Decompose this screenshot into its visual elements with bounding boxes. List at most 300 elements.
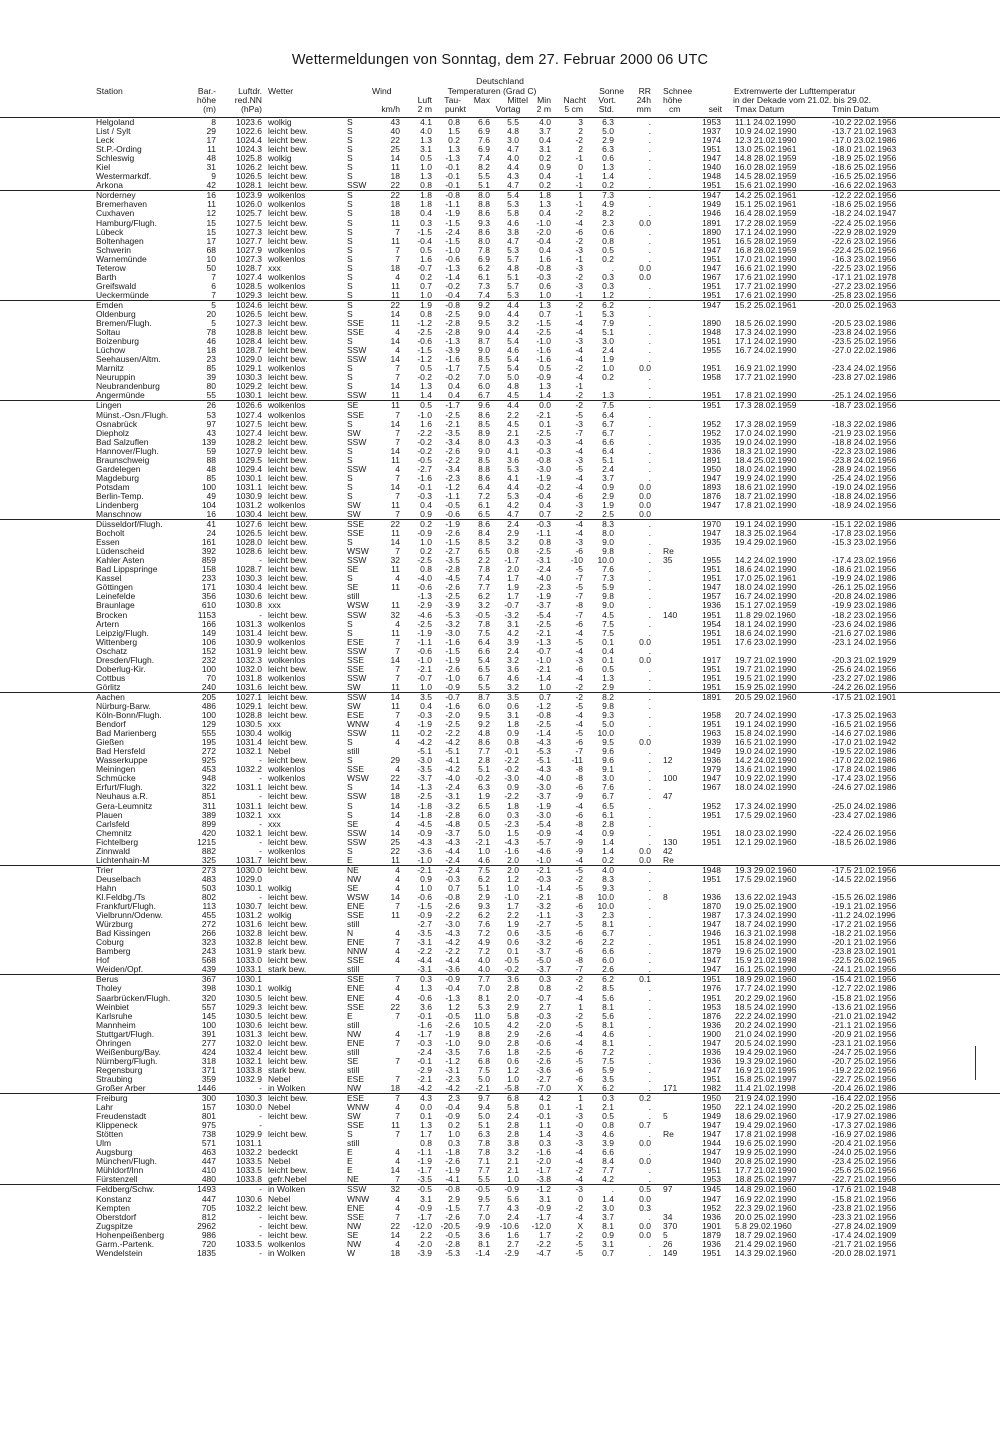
cell-taupunkt: -4.1 (445, 1174, 460, 1185)
cell-rr: 0.3 (639, 1202, 651, 1213)
cell-rr: . (648, 336, 651, 347)
cell-wetter: leicht bew. (268, 582, 308, 593)
cell-sonne: 2.2 (602, 937, 614, 948)
cell-rr: . (648, 964, 651, 975)
station-group (0, 1093, 1000, 1184)
cell-tmax: 17.7 24.02.1990 (735, 983, 797, 994)
cell-taupunkt: -0.5 (445, 499, 460, 510)
cell-luft: 4.3 (420, 1093, 432, 1104)
cell-station: Fichtelberg (96, 836, 139, 847)
cell-luftdr: 1032.2 (236, 1147, 262, 1158)
cell-luftdr: 1030.7 (236, 901, 262, 912)
cell-station: München/Flugh. (96, 1156, 157, 1167)
cell-wind-speed: 4 (395, 271, 400, 282)
cell-sonne: 1.4 (602, 1193, 614, 1204)
cell-min: 4.2 (539, 1093, 551, 1104)
cell-wetter: leicht bew. (268, 701, 308, 711)
cell-luftdr: 1028.6 (236, 546, 262, 557)
cell-luft: -2.4 (417, 1046, 432, 1057)
cell-station: Hof (96, 955, 110, 966)
cell-wind-speed: 14 (390, 445, 400, 456)
cell-wetter: wolkenlos (268, 400, 306, 411)
cell-seit: 1946 (702, 928, 721, 939)
cell-wind-speed: 14 (390, 691, 400, 702)
cell-luftdr: 1029.4 (236, 463, 262, 474)
cell-wetter: wolkenlos (268, 499, 306, 510)
cell-tmin: -21.9 23.02.1956 (832, 427, 897, 438)
cell-station: Stötten (96, 1129, 123, 1140)
cell-wind-dir: WSW (347, 891, 369, 902)
header-bar-1: Bar.- (197, 86, 216, 96)
cell-taupunkt: -2.8 (445, 327, 460, 338)
cell-tmin: -27.0 22.02.1986 (832, 345, 897, 356)
cell-tmax: 10.9 22.02.1990 (735, 773, 797, 784)
cell-wind-speed: 14 (390, 336, 400, 347)
cell-wind-dir: still (347, 1064, 360, 1075)
cell-bar: 205 (201, 691, 216, 702)
cell-mittel: 1.6 (507, 1229, 519, 1240)
cell-tmin: -20.7 25.02.1956 (832, 1055, 897, 1066)
cell-wetter: xxx (268, 818, 281, 829)
cell-luftdr: 1032.0 (236, 1037, 262, 1048)
cell-wetter: wolkenlos (268, 618, 306, 629)
cell-wetter: wolkenlos (268, 764, 306, 775)
cell-min: 0.8 (539, 537, 551, 548)
cell-min: -7.0 (536, 1082, 551, 1093)
cell-wind-speed: 14 (390, 381, 400, 392)
cell-wetter: wolkenlos (268, 672, 306, 683)
cell-nacht: -5 (575, 636, 583, 647)
cell-seit: 1951 (702, 992, 721, 1003)
cell-luft: -0.2 (417, 372, 432, 383)
cell-sonne: 1.9 (602, 354, 614, 365)
cell-nacht: -1 (575, 199, 583, 210)
header-vortag: Vortag (495, 104, 521, 114)
cell-max: 7.8 (478, 1147, 490, 1158)
header-station: Station (96, 86, 123, 96)
cell-nacht: -6 (575, 928, 583, 939)
cell-wind-dir: SSW (347, 390, 367, 401)
cell-nacht: -8 (575, 818, 583, 829)
cell-luftdr: 1031.1 (236, 782, 262, 793)
cell-mittel: 0.6 (507, 1055, 519, 1066)
cell-mittel: 3.2 (507, 318, 519, 329)
cell-wind-dir: S (347, 117, 353, 127)
cell-seit: 1936 (702, 1238, 721, 1249)
cell-wetter: wolkig (268, 153, 292, 164)
cell-seit: 1950 (702, 1093, 721, 1104)
cell-sonne: 6.7 (602, 928, 614, 939)
cell-wetter: leicht bew. (268, 1129, 308, 1140)
cell-seit: 1948 (702, 327, 721, 338)
cell-mittel: -1.0 (504, 891, 519, 902)
cell-tmax: 15.9 21.02.1998 (735, 955, 797, 966)
header-luftdr-3: (hPa) (240, 104, 262, 114)
cell-min: -4.3 (536, 764, 551, 775)
cell-station: Hamburg/Flugh. (96, 217, 157, 228)
cell-luft: -0.5 (417, 454, 432, 465)
cell-luft: -1.3 (417, 591, 432, 602)
cell-luft: -0.1 (417, 1055, 432, 1066)
cell-taupunkt: -4.0 (445, 773, 460, 784)
cell-nacht: -4 (575, 436, 583, 447)
cell-min: 1.3 (539, 381, 551, 392)
cell-nacht: -2 (575, 974, 583, 985)
cell-mittel: 0.9 (507, 728, 519, 739)
cell-nacht: X (577, 1082, 583, 1093)
cell-nacht: -4 (575, 1211, 583, 1222)
cell-wind-speed: 14 (390, 153, 400, 164)
cell-tmax: 18.7 24.02.1990 (735, 919, 797, 930)
cell-wind-speed: 32 (390, 1184, 400, 1195)
cell-luftdr: 1030.3 (236, 1093, 262, 1104)
cell-station: Plauen (96, 809, 123, 820)
cell-bar: 7 (211, 271, 216, 282)
cell-wind-dir: S (347, 280, 353, 291)
cell-seit: 1947 (702, 1037, 721, 1048)
cell-bar: 851 (201, 791, 216, 802)
cell-seit: 1979 (702, 764, 721, 775)
cell-wetter: leicht bew. (268, 390, 308, 401)
cell-luftdr: 1026.6 (236, 400, 262, 411)
cell-station: Berus (96, 974, 119, 985)
cell-wind-speed: 11 (391, 728, 400, 739)
cell-taupunkt: -3.0 (445, 627, 460, 638)
cell-wind-speed: 4 (395, 928, 400, 939)
cell-wind-speed: 11 (391, 390, 400, 401)
cell-luftdr: 1031.6 (236, 919, 262, 930)
cell-sonne: 2.6 (602, 964, 614, 975)
cell-wind-speed: 14 (390, 481, 400, 492)
cell-tmax: 20.0 25.02.1990 (735, 1211, 797, 1222)
cell-wetter: leicht bew. (268, 555, 308, 566)
cell-nacht: -6 (575, 226, 583, 237)
cell-min: 1.3 (539, 299, 551, 310)
cell-sonne: 9.6 (602, 755, 614, 766)
cell-luftdr: 1033.1 (236, 964, 262, 975)
cell-luft: -0.1 (417, 1010, 432, 1021)
cell-bar: 16 (206, 190, 216, 201)
cell-station: Bad Marienberg (96, 728, 157, 739)
cell-tmin: -20.3 21.02.1929 (832, 654, 897, 665)
cell-tmin: -16.9 27.02.1986 (832, 1129, 897, 1140)
cell-seit: 1940 (702, 1156, 721, 1167)
cell-rr: . (648, 1028, 651, 1039)
cell-sonne: 6.4 (602, 445, 614, 456)
cell-tmin: -19.9 23.02.1986 (832, 600, 897, 611)
cell-min: -3.2 (536, 937, 551, 948)
cell-sonne: 7.5 (602, 400, 614, 411)
cell-tmax: 17.2 28.02.1959 (735, 217, 797, 228)
cell-tmax: 18.8 25.02.1997 (735, 1174, 797, 1185)
cell-station: Artern (96, 618, 120, 629)
cell-wind-speed: 14 (390, 418, 400, 429)
cell-tmin: -20.4 21.02.1956 (832, 1138, 897, 1149)
cell-luft: -2.7 (417, 919, 432, 930)
cell-luft: -2.5 (417, 555, 432, 566)
cell-wetter: leicht bew. (268, 427, 308, 438)
cell-wind-speed: 14 (390, 537, 400, 548)
cell-rr: 0.0 (639, 1220, 651, 1231)
cell-mittel: 3.5 (507, 691, 519, 702)
cell-tmin: -18.6 21.02.1956 (832, 564, 897, 575)
cell-luft: 0.3 (420, 974, 432, 985)
cell-max: 6.9 (478, 144, 490, 155)
cell-rr: . (648, 782, 651, 793)
cell-wetter: Nebel (268, 1156, 291, 1167)
cell-sonne: 7.6 (602, 564, 614, 575)
cell-min: -1.1 (536, 528, 551, 539)
cell-luftdr: - (259, 818, 262, 829)
cell-min: -3.6 (536, 1064, 551, 1075)
cell-station: Göttingen (96, 582, 133, 593)
cell-mittel: 0.6 (507, 937, 519, 948)
cell-tmin: -17.5 21.02.1956 (832, 864, 897, 875)
cell-seit: 1954 (702, 618, 721, 629)
cell-taupunkt: -0.7 (445, 691, 460, 702)
table-row (0, 301, 1000, 310)
cell-nacht: -9 (575, 836, 583, 847)
cell-min: -1.5 (536, 318, 551, 329)
cell-station: Bremerhaven (96, 199, 148, 210)
cell-wind-speed: 7 (395, 1073, 400, 1084)
cell-wind-dir: SSW (347, 1184, 367, 1195)
cell-luft: -0.6 (417, 645, 432, 656)
cell-tmin: -18.2 23.02.1956 (832, 609, 897, 620)
cell-wetter: leicht bew. (268, 144, 308, 155)
cell-mittel: 2.2 (507, 910, 519, 921)
cell-wetter: leicht bew. (268, 180, 308, 191)
cell-wind-dir: ESE (347, 636, 365, 647)
cell-wetter: leicht bew. (268, 308, 308, 319)
cell-wind-dir: SSE (347, 764, 365, 775)
cell-wind-speed: 18 (390, 199, 400, 210)
cell-tmin: -22.3 23.02.1986 (832, 445, 897, 456)
cell-wind-dir: S (347, 153, 353, 164)
cell-bar: 11 (207, 199, 216, 210)
cell-max: 5.3 (478, 1001, 490, 1012)
cell-station: Diepholz (96, 427, 130, 438)
cell-luftdr: 1032.8 (236, 937, 262, 948)
cell-nacht: -2 (575, 983, 583, 994)
cell-mittel: 2.9 (507, 1001, 519, 1012)
cell-nacht: -4 (575, 528, 583, 539)
cell-wind-speed: 22 (390, 180, 400, 191)
cell-station: Bad Kissingen (96, 928, 151, 939)
header-rr-3: mm (636, 104, 651, 114)
cell-nacht: -4 (575, 372, 583, 383)
cell-seit: 1947 (702, 244, 721, 255)
cell-luftdr: 1032.1 (236, 809, 262, 820)
cell-wetter: in Wolken (268, 1247, 306, 1258)
cell-wetter: wolkig (268, 910, 292, 921)
cell-luft: 1.8 (420, 190, 432, 201)
cell-station: Gera-Leumnitz (96, 800, 153, 811)
cell-seit: 1951 (702, 564, 721, 575)
cell-max: 9.3 (478, 217, 490, 228)
cell-nacht: 2 (578, 144, 583, 155)
cell-wetter: leicht bew. (268, 208, 308, 219)
cell-seit: 1951 (702, 827, 721, 838)
cell-tmax: 15.2 25.02.1961 (735, 299, 797, 310)
cell-max: 6.2 (478, 910, 490, 921)
header-max-1: Max (473, 95, 490, 105)
cell-bar: 49 (206, 490, 216, 501)
cell-tmin: -23.8 21.02.1956 (832, 1202, 897, 1213)
cell-nacht: -3 (575, 1129, 583, 1140)
cell-mittel: 5.1 (507, 271, 519, 282)
cell-tmin: -23.6 24.02.1986 (832, 618, 897, 629)
cell-wind-dir: SSW (347, 609, 367, 620)
cell-luftdr: 1027.3 (236, 226, 262, 237)
cell-tmax: 15.6 21.02.1990 (735, 180, 797, 191)
cell-mittel: -0.2 (504, 964, 519, 975)
cell-luftdr: - (259, 755, 262, 766)
cell-bar: 139 (201, 436, 216, 447)
cell-tmin: -23.1 21.02.1956 (832, 1037, 897, 1048)
cell-min: 0.7 (539, 691, 551, 702)
cell-station: Neuhaus a.R. (96, 791, 148, 802)
cell-mittel: 4.7 (507, 509, 519, 520)
cell-wind-speed: 7 (395, 645, 400, 656)
cell-wetter: leicht bew. (268, 663, 308, 674)
cell-nacht: -4 (575, 992, 583, 1003)
cell-tmin: -14.6 27.02.1986 (832, 728, 897, 739)
cell-luft: -1.0 (417, 409, 432, 420)
cell-max: 6.8 (478, 1055, 490, 1066)
cell-bar: 318 (201, 1055, 216, 1066)
cell-min: -1.1 (536, 910, 551, 921)
cell-luft: -1.5 (417, 901, 432, 912)
cell-tmin: -14.5 22.02.1956 (832, 873, 897, 884)
cell-wetter: leicht bew. (268, 1165, 308, 1176)
cell-min: -1.2 (536, 701, 551, 711)
cell-nacht: -4 (575, 445, 583, 456)
cell-max: 1.9 (478, 791, 490, 802)
cell-luft: -1.9 (417, 719, 432, 730)
cell-wind-speed: 4 (395, 463, 400, 474)
cell-luft: 1.3 (420, 135, 432, 146)
cell-nacht: -4 (575, 519, 583, 530)
cell-luft: -3.9 (417, 1247, 432, 1258)
cell-luft: -1.6 (417, 1019, 432, 1030)
cell-seit: 1974 (702, 135, 721, 146)
cell-min: 0.9 (539, 162, 551, 173)
cell-luft: 1.3 (420, 171, 432, 182)
cell-mittel: 5.4 (507, 336, 519, 347)
cell-tmin: -19.0 24.02.1956 (832, 481, 897, 492)
cell-min: 3.7 (539, 126, 551, 137)
cell-luft: -2.1 (417, 864, 432, 875)
cell-luft: -1.2 (417, 318, 432, 329)
cell-taupunkt: -3.1 (445, 791, 460, 802)
cell-luft: 3.5 (420, 691, 432, 702)
cell-mittel: 0.8 (507, 546, 519, 557)
cell-seit: 1944 (702, 1138, 721, 1149)
cell-wind-speed: 4 (395, 764, 400, 775)
cell-wetter: leicht bew. (268, 481, 308, 492)
cell-station: Leck (96, 135, 114, 146)
cell-sonne: 9.8 (602, 546, 614, 557)
cell-tmin: -18.2 24.02.1947 (832, 208, 897, 219)
cell-station: Saarbrücken/Flugh. (96, 992, 171, 1003)
cell-max: -2.1 (475, 1082, 490, 1093)
cell-bar: 410 (201, 1165, 216, 1176)
cell-station: Manschnow (96, 509, 142, 520)
cell-mittel: 3.6 (507, 454, 519, 465)
cell-tmax: 18.0 24.02.1990 (735, 782, 797, 793)
cell-bar: 240 (201, 681, 216, 692)
cell-seit: 1953 (702, 117, 721, 127)
cell-station: Görlitz (96, 681, 121, 692)
cell-wind-speed: 32 (390, 555, 400, 566)
cell-wind-dir: S (347, 737, 353, 748)
cell-luftdr: 1027.1 (236, 691, 262, 702)
cell-wind-speed: 7 (395, 509, 400, 520)
cell-tmax: 13.0 25.02.1961 (735, 144, 797, 155)
cell-bar: 20 (206, 308, 216, 319)
cell-tmax: 19.7 21.02.1990 (735, 654, 797, 665)
cell-rr: . (648, 327, 651, 338)
cell-tmin: -20.5 23.02.1986 (832, 318, 897, 329)
cell-rr: . (648, 454, 651, 465)
cell-tmax: 19.4 29.02.1960 (735, 1120, 797, 1131)
cell-taupunkt: -1.3 (445, 153, 460, 164)
cell-min: -2.1 (536, 409, 551, 420)
cell-tmax: 16.7 24.02.1990 (735, 591, 797, 602)
cell-nacht: -7 (575, 964, 583, 975)
cell-min: -3.0 (536, 463, 551, 474)
cell-mittel: 4.4 (507, 162, 519, 173)
cell-luftdr: 1030.1 (236, 390, 262, 401)
cell-luft: -1.7 (417, 1165, 432, 1176)
cell-rr: . (648, 836, 651, 847)
header-rr-2: 24h (636, 95, 651, 105)
cell-wind-speed: 11 (391, 162, 400, 173)
cell-taupunkt: -3.5 (445, 555, 460, 566)
cell-taupunkt: -2.1 (445, 418, 460, 429)
cell-luftdr: 1022.6 (236, 126, 262, 137)
cell-mittel: 4.2 (507, 627, 519, 638)
cell-wind-dir: SW (347, 427, 361, 438)
cell-max: 9.0 (478, 445, 490, 456)
cell-wetter: leicht bew. (268, 546, 308, 557)
cell-tmin: -25.8 23.02.1956 (832, 289, 897, 300)
cell-rr: 0.0 (639, 481, 651, 492)
cell-luft: 0.5 (420, 244, 432, 255)
cell-max: 5.1 (478, 180, 490, 191)
cell-wind-dir: still (347, 919, 360, 930)
cell-min: 4.0 (539, 117, 551, 127)
cell-luftdr: 1029.9 (236, 1129, 262, 1140)
cell-sonne: 6.2 (602, 299, 614, 310)
cell-bar: 88 (206, 454, 216, 465)
cell-seit: 1890 (702, 226, 721, 237)
cell-nacht: -4 (575, 710, 583, 721)
cell-wind-speed: 11 (391, 454, 400, 465)
cell-mittel: -0.5 (504, 955, 519, 966)
cell-luftdr: 1030.3 (236, 372, 262, 383)
cell-tmin: -23.8 24.02.1956 (832, 454, 897, 465)
cell-wind-speed: 14 (390, 354, 400, 365)
cell-sonne: 1.2 (602, 289, 614, 300)
cell-min: -3.1 (536, 555, 551, 566)
cell-tmin: -17.8 23.02.1956 (832, 528, 897, 539)
cell-max: 8.6 (478, 208, 490, 219)
cell-tmax: 19.1 24.02.1990 (735, 519, 797, 530)
cell-seit: 1936 (702, 1046, 721, 1057)
cell-wind-dir: WSW (347, 546, 369, 557)
